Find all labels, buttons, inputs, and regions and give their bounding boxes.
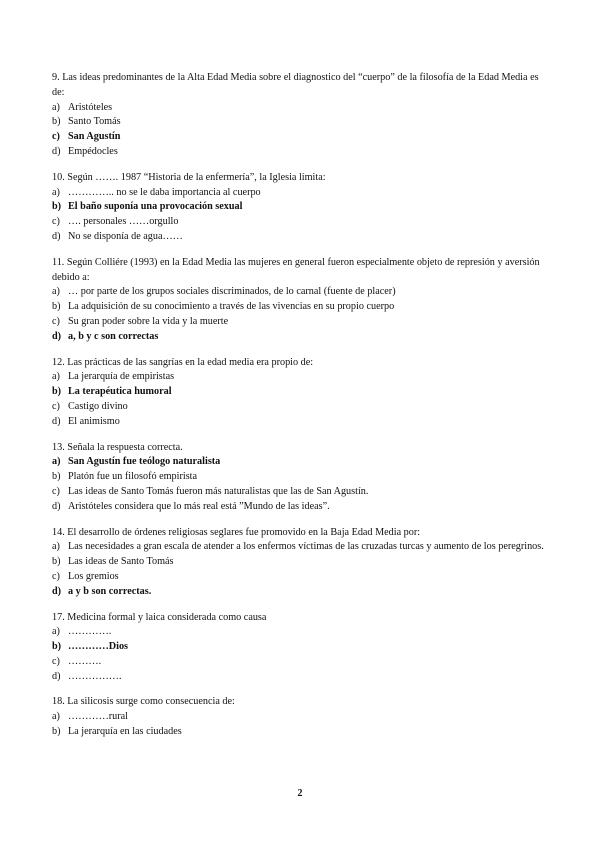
option-b: b) Las ideas de Santo Tomás [52,556,174,568]
option-c: c) Castigo divino [52,400,128,412]
option-c: c) ………. [52,655,102,667]
option-b: b) Santo Tomás [52,116,121,128]
option-b-correct: b) El baño suponía una provocación sexual [52,201,243,213]
option-d: d) El animismo [52,415,120,427]
question-stem: 12. Las prácticas de las sangrías en la edad media era propio de: [52,356,314,368]
question-17 [52,611,552,685]
question-stem: 10. Según ……. 1987 “Historia de la enfermería”, la Iglesia limita: [52,171,326,183]
question-10 [52,171,552,245]
question-14 [52,526,552,600]
option-a: a) La jerarquía de empiristas [52,371,175,383]
page-number: 2 [297,788,303,799]
option-a: a) ………….. no se le daba importancia al cuerpo [52,186,261,198]
option-c: c) Las ideas de Santo Tomás fueron más naturalistas que las de San Agustín. [52,485,369,497]
option-d: d) Aristóteles considera que lo más real está ”Mundo de las ideas”. [52,500,330,512]
option-d-correct: d) a y b son correctas. [52,585,152,597]
option-a: a) …………rural [52,711,128,723]
option-b: b) La adquisición de su conocimiento a través de las vivencias en su propio cuerpo [52,301,395,313]
option-b-correct: b) …………Dios [52,641,128,653]
question-stem: 17. Medicina formal y laica considerada como causa [52,611,267,623]
option-b-correct: b) La terapéutica humoral [52,386,172,398]
option-c-correct: c) San Agustín [52,131,121,143]
question-stem: 18. La silicosis surge como consecuencia de: [52,696,235,708]
option-a: a) Aristóteles [52,101,113,113]
option-d: d) No se disponía de agua…… [52,230,183,242]
option-d: d) Empédocles [52,145,118,157]
question-stem: 9. Las ideas predominantes de la Alta Edad Media sobre el diagnostico del “cuerpo” de la filosofía de la Edad Media es de: [52,72,539,98]
option-c: c) Su gran poder sobre la vida y la muerte [52,315,229,327]
option-a-correct: a) San Agustín fue teólogo naturalista [52,456,221,468]
question-18 [52,695,552,739]
option-c: c) …. personales ……orgullo [52,216,179,228]
question-9 [52,71,552,160]
option-b: b) Platón fue un filosofó empirista [52,471,198,483]
option-a: a) …………. [52,626,112,638]
question-11 [52,256,552,345]
question-13 [52,441,552,515]
option-b: b) La jerarquía en las ciudades [52,726,182,738]
question-stem: 11. Según Colliére (1993) en la Edad Media las mujeres en general fueron especialmente objeto de represión y aversión debido a: [52,256,540,283]
option-a: a) Las necesidades a gran escala de atender a los enfermos víctimas de las cruzadas turcas y aumento de los peregrinos. [52,541,544,553]
option-d-correct: d) a, b y c son correctas [52,330,159,342]
question-stem: 13. Señala la respuesta correcta. [52,441,183,453]
option-c: c) Los gremios [52,570,119,582]
option-a: a) … por parte de los grupos sociales discriminados, de lo carnal (fuente de placer) [52,286,396,298]
question-stem: 14. El desarrollo de órdenes religiosas seglares fue promovido en la Baja Edad Media por: [52,526,421,538]
exam-page [52,71,552,751]
option-d: d) ……………. [52,670,122,682]
question-12 [52,356,552,430]
